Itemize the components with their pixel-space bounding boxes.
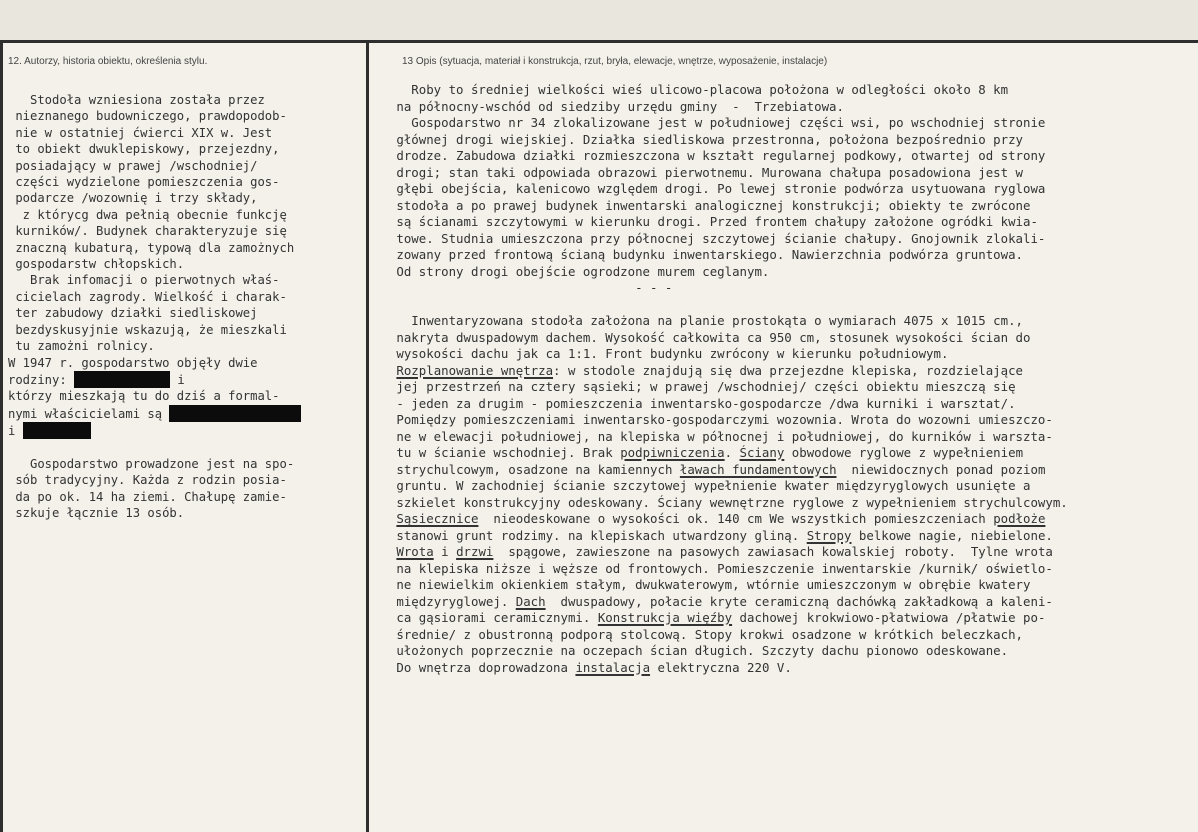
redaction-bar	[169, 405, 301, 422]
text-line: - jeden za drugim - pomieszczenia inwentarsko-gospodarcze /dwa kurniki i warsztat/.	[374, 395, 1016, 411]
text-line: Pomiędzy pomieszczeniami inwentarsko-gospodarczymi wozownia. Wrota do wozowni umieszczo-	[374, 412, 1053, 427]
text-line: sób tradycyjny. Każda z rodzin posia-	[8, 473, 287, 488]
underlined-term: Rozplanowanie wnętrza	[396, 362, 554, 378]
text-line: niewidocznych ponad poziom	[836, 461, 1046, 477]
text-line: ca gąsiorami ceramicznymi.	[396, 610, 598, 625]
text-line: to obiekt dwuklepiskowy, przejezdny,	[8, 142, 280, 157]
text-line: elektryczna 220 V.	[650, 659, 792, 675]
text-line: ne niewielkim okienkiem stałym, dwukwaterowym, wtórnie umieszczonym w obrębie kwatery	[374, 577, 1031, 592]
right-column-heading: 13 Opis (sytuacja, materiał i konstrukcja, rzut, bryła, elewacje, wnętrze, wyposażenie, instalacje)	[402, 56, 828, 67]
text-line: cicielach zagrody. Wielkość i charak-	[8, 289, 287, 304]
text-line: na klepiska niższe i węższe od frontowych. Pomieszczenie inwentarskie /kurnik/ oświetlo-	[374, 560, 1053, 576]
text-line: Od strony drogi obejście ogrodzone murem ceglanym.	[374, 263, 770, 279]
text-line: jej przestrzeń na cztery sąsieki; w prawej /wschodniej/ części obiektu mieszczą się	[374, 379, 1016, 394]
text-line: ter zabudowy działki siedliskowej	[8, 306, 258, 321]
column-divider-rule	[366, 40, 369, 832]
text-line: szkuje łącznie 13 osób.	[8, 506, 185, 521]
text-line: nieznanego budowniczego, prawdopodob-	[8, 109, 287, 124]
text-line: gospodarstw chłopskich.	[8, 257, 185, 272]
text-line: z którycg dwa pełnią obecnie funkcję	[8, 207, 287, 222]
text-line: tu w ścianie wschodniej. Brak	[396, 445, 621, 460]
redaction-bar	[23, 422, 91, 439]
underlined-term: podłoże	[993, 511, 1046, 526]
text-line: dwuspadowy, połacie kryte ceramiczną dachówką zakładkową a kaleni-	[545, 593, 1053, 609]
redaction-bar	[74, 371, 170, 388]
underlined-term: Wrota	[396, 544, 434, 559]
description-text-column	[374, 82, 1194, 676]
text-line: Stodoła wzniesiona została przez	[8, 93, 265, 107]
text-line: .	[724, 445, 740, 460]
text-line: głębi obejścia, kalenicowo względem drogi. Po lewej stronie podwórza usytuowana ryglowa	[374, 181, 1046, 196]
text-line: ne w elewacji południowej, na klepiska w północnej i południowej, do kurników i warszta-	[374, 428, 1053, 444]
text-line: i	[170, 372, 185, 387]
text-line: tu zamożni rolnicy.	[8, 339, 155, 354]
text-line: bezdyskusyjnie wskazują, że mieszkali	[8, 322, 287, 337]
text-line: Roby to średniej wielkości wieś ulicowo-placowa położona w odległości około 8 km	[374, 82, 1009, 97]
text-line: stanowi grunt rodzimy. na klepiskach utwardzony gliną.	[396, 527, 807, 543]
text-line: da po ok. 14 ha ziemi. Chałupę zamie-	[8, 489, 287, 504]
text-line: głównej drogi wiejskiej. Działka siedliskowa przestronna, położona bezpośrednio przy	[374, 131, 1024, 147]
text-line: znaczną kubaturą, typową dla zamożnych	[8, 240, 295, 255]
text-line: międzyryglowej.	[396, 593, 516, 609]
underlined-term: podpiwniczenia	[620, 445, 725, 460]
text-line: kurników/. Budynek charakteryzuje się	[8, 224, 287, 239]
text-line: nymi właścicielami są	[8, 406, 163, 421]
text-line: Brak infomacji o pierwotnych właś-	[8, 273, 280, 288]
underlined-term: Stropy	[806, 527, 852, 543]
text-line: W 1947 r. gospodarstwo objęły dwie	[8, 355, 258, 370]
underlined-term: drzwi	[456, 544, 494, 559]
text-line: spągowe, zawieszone na pasowych zawiasach kowalskiej roboty. Tylne wrota	[493, 544, 1053, 559]
text-line: nakryta dwuspadowym dachem. Wysokość całkowita ca 950 cm, stosunek wysokości ścian do	[374, 329, 1031, 345]
text-line: Gospodarstwo prowadzone jest na spo-	[8, 456, 295, 471]
underlined-term: Sąsiecznice	[396, 511, 479, 526]
text-line: gruntu. W zachodniej ścianie szczytowej wypełnienie kwater międzyryglowych usunięte a	[374, 478, 1031, 493]
text-line: belkowe nagie, niebielone.	[851, 527, 1053, 543]
text-line: części wydzielone pomieszczenia gos-	[8, 175, 280, 190]
text-line: którzy mieszkają tu do dziś a formal-	[8, 389, 280, 404]
text-line: są ścianami szczytowymi w kierunku drogi. Przed frontem chałupy założone ogródki kwia-	[374, 214, 1038, 229]
history-text-column	[8, 92, 364, 522]
underlined-term: Konstrukcja więźby	[597, 610, 733, 625]
text-line: szkielet konstrukcyjny odeskowany. Ściany wewnętrzne ryglowe z wypełnieniem strychulcowym.	[374, 494, 1068, 510]
text-line: : w stodole znajdują się dwa przejezdne klepiska, rozdzielające	[553, 362, 1024, 378]
text-line: drogi; stan taki odpowiada obrazowi pierwotnemu. Murowana chałupa posadowiona jest w	[374, 164, 1024, 180]
left-column-heading: 12. Autorzy, historia obiektu, określenia stylu.	[8, 56, 208, 67]
text-line: i	[8, 424, 16, 439]
left-border-rule	[0, 40, 3, 832]
text-line: i	[433, 544, 457, 559]
text-line: dachowej krokwiowo-płatwiowa /płatwie po-	[732, 610, 1046, 625]
underlined-term: Dach	[515, 593, 546, 609]
text-line: rodziny:	[8, 372, 67, 387]
text-line: stodoła a po prawej budynek inwentarski analogicznej konstrukcji; obiekty te zwrócone	[374, 197, 1031, 213]
text-line: nieodeskowane o wysokości ok. 140 cm We wszystkich pomieszczeniach	[478, 511, 994, 526]
header-rule	[0, 40, 1198, 43]
text-line: towe. Studnia umieszczona przy północnej szczytowej ścianie chałupy. Gnojownik zlokali-	[374, 230, 1046, 246]
text-line: zowany przed frontową ścianą budynku inwentarskiego. Nawierzchnia podwórza gruntowa.	[374, 247, 1024, 262]
text-line: na północny-wschód od siedziby urzędu gminy - Trzebiatowa.	[374, 98, 844, 114]
underlined-term: instalacja	[575, 659, 651, 675]
text-line: drodze. Zabudowa działki rozmieszczona w kształt regularnej podkowy, otwartej od strony	[374, 148, 1046, 163]
text-line: ułożonych poprzecznie na oczepach ścian długich. Szczyty dachu pionowo odeskowane.	[374, 643, 1009, 658]
text-line: wysokości dachu jak ca 1:1. Front budynku zwrócony w kierunku południowym.	[374, 346, 949, 361]
text-line: Gospodarstwo nr 34 zlokalizowane jest w południowej części wsi, po wschodniej stronie	[374, 115, 1046, 130]
text-line: obwodowe ryglowe z wypełnieniem	[784, 445, 1024, 460]
section-separator: - - -	[374, 280, 673, 295]
text-line: posiadający w prawej /wschodniej/	[8, 158, 258, 173]
card-top-margin	[0, 0, 1198, 40]
underlined-term: Ściany	[739, 445, 785, 460]
text-line: Do wnętrza doprowadzona	[396, 659, 576, 675]
text-line: Inwentaryzowana stodoła założona na planie prostokąta o wymiarach 4075 x 1015 cm.,	[374, 313, 1024, 328]
underlined-term: ławach fundamentowych	[679, 461, 837, 477]
text-line: średnie/ z obustronną podporą stolcową. Stopy krokwi osadzone w krótkich beleczkach,	[374, 626, 1024, 642]
text-line: nie w ostatniej ćwierci XIX w. Jest	[8, 125, 273, 140]
text-line: strychulcowym, osadzone na kamiennych	[396, 461, 680, 477]
text-line: podarcze /wozownię i trzy składy,	[8, 191, 258, 206]
